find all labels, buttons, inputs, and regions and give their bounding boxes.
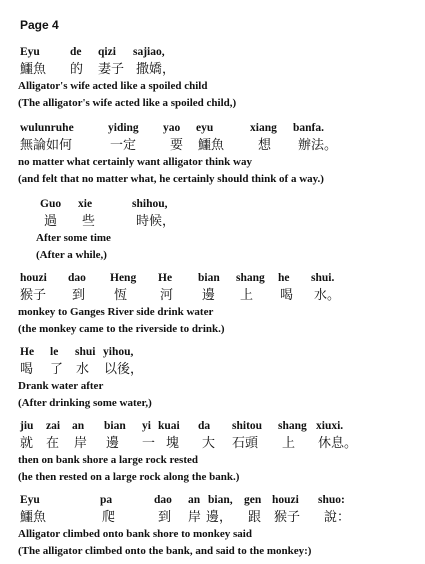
pinyin-line [18, 418, 418, 435]
page-number: Page 4 [20, 18, 59, 32]
pinyin-word: wulunruhe [20, 122, 74, 134]
pinyin-word: jiu [20, 420, 34, 432]
hanzi-line [18, 509, 418, 526]
hanzi-word: 一定 [110, 138, 137, 153]
hanzi-word: 要 [170, 138, 184, 153]
hanzi-word: 說： [324, 510, 351, 525]
pinyin-word: yi [142, 420, 151, 432]
pinyin-word: shui. [311, 272, 335, 284]
pinyin-word: Eyu [20, 494, 40, 506]
pinyin-word: an [72, 420, 85, 432]
hanzi-word: 塊 [166, 436, 180, 451]
hanzi-word: 鱷魚 [20, 62, 47, 77]
hanzi-word: 過 [44, 214, 58, 229]
pinyin-word: yiding [108, 122, 139, 134]
pinyin-word: shuo: [318, 494, 345, 506]
hanzi-line [18, 61, 418, 78]
pinyin-line [18, 492, 418, 509]
pinyin-word: kuai [158, 420, 180, 432]
pinyin-word: yihou, [103, 346, 134, 358]
sentence-block [18, 120, 418, 188]
pinyin-word: Guo [40, 198, 62, 210]
hanzi-word: 邊 [106, 436, 120, 451]
hanzi-word: 些 [82, 214, 96, 229]
hanzi-word: 上 [282, 436, 296, 451]
hanzi-word: 鱷魚 [198, 138, 225, 153]
pinyin-word: shui [75, 346, 96, 358]
pinyin-word: dao [154, 494, 172, 506]
pinyin-word: gen [244, 494, 262, 506]
sentence-block [18, 492, 418, 560]
hanzi-word: 了 [50, 362, 64, 377]
hanzi-word: 上 [240, 288, 254, 303]
hanzi-word: 鱷魚 [20, 510, 47, 525]
pinyin-line [18, 44, 418, 61]
pinyin-word: xie [78, 198, 93, 210]
hanzi-word: 就 [20, 436, 34, 451]
hanzi-word: 邊 [202, 288, 216, 303]
gloss-line: no matter what certainly want alligator think way [18, 156, 252, 168]
hanzi-word: 跟 [248, 510, 262, 525]
pinyin-word: houzi [272, 494, 299, 506]
hanzi-line [18, 361, 418, 378]
hanzi-word: 時候， [136, 214, 176, 229]
gloss-line: After some time [36, 232, 111, 244]
hanzi-word: 休息。 [318, 436, 358, 451]
pinyin-word: houzi [20, 272, 47, 284]
pinyin-word: dao [68, 272, 86, 284]
hanzi-word: 河 [160, 288, 174, 303]
translation-line: (he then rested on a large rock along the bank.) [18, 471, 240, 483]
gloss-line: then on bank shore a large rock rested [18, 454, 198, 466]
sentence-block [18, 44, 418, 112]
pinyin-word: da [198, 420, 211, 432]
pinyin-word: bian [198, 272, 220, 284]
pinyin-word: banfa. [293, 122, 324, 134]
hanzi-word: 岸 [188, 510, 202, 525]
pinyin-word: shitou [232, 420, 263, 432]
pinyin-word: Heng [110, 272, 137, 284]
hanzi-word: 恆 [114, 288, 128, 303]
hanzi-word: 猴子 [20, 288, 47, 303]
pinyin-word: sajiao, [133, 46, 165, 58]
hanzi-line [18, 435, 418, 452]
pinyin-word: bian [104, 420, 126, 432]
hanzi-word: 一 [142, 436, 156, 451]
hanzi-line [18, 137, 418, 154]
pinyin-word: pa [100, 494, 113, 506]
hanzi-word: 猴子 [274, 510, 301, 525]
pinyin-word: an [188, 494, 201, 506]
hanzi-word: 到 [72, 288, 86, 303]
hanzi-word: 的 [70, 62, 84, 77]
hanzi-word: 爬 [102, 510, 116, 525]
translation-line: (the monkey came to the riverside to drink.) [18, 323, 225, 335]
pinyin-word: eyu [196, 122, 214, 134]
hanzi-word: 喝 [280, 288, 294, 303]
hanzi-word: 無論如何 [20, 138, 73, 153]
hanzi-word: 到 [158, 510, 172, 525]
hanzi-line [18, 287, 418, 304]
pinyin-word: shang [236, 272, 265, 284]
pinyin-word: xiang [250, 122, 277, 134]
gloss-line: monkey to Ganges River side drink water [18, 306, 214, 318]
pinyin-word: shihou, [132, 198, 168, 210]
sentence-block [18, 344, 418, 412]
pinyin-word: de [70, 46, 82, 58]
hanzi-word: 水。 [314, 288, 341, 303]
hanzi-word: 在 [46, 436, 60, 451]
gloss-line: Drank water after [18, 380, 104, 392]
pinyin-line [18, 344, 418, 361]
pinyin-word: le [50, 346, 59, 358]
pinyin-word: He [20, 346, 35, 358]
pinyin-word: He [158, 272, 173, 284]
translation-line: (The alligator's wife acted like a spoiled child,) [18, 97, 237, 109]
hanzi-word: 妻子 [98, 62, 125, 77]
sentence-block [36, 196, 396, 264]
pinyin-word: shang [278, 420, 307, 432]
pinyin-line [18, 270, 418, 287]
hanzi-word: 想 [258, 138, 272, 153]
hanzi-word: 邊， [206, 510, 233, 525]
hanzi-word: 以後， [104, 362, 144, 377]
pinyin-word: yao [163, 122, 181, 134]
hanzi-word: 岸 [74, 436, 88, 451]
pinyin-line [18, 120, 418, 137]
pinyin-word: zai [46, 420, 61, 432]
translation-line: (After drinking some water,) [18, 397, 152, 409]
pinyin-word: he [278, 272, 290, 284]
sentence-block [18, 270, 418, 338]
translation-line: (The alligator climbed onto the bank, and said to the monkey:) [18, 545, 312, 557]
gloss-line: Alligator's wife acted like a spoiled child [18, 80, 208, 92]
hanzi-word: 大 [202, 436, 216, 451]
hanzi-line [36, 213, 396, 230]
translation-line: (After a while,) [36, 249, 107, 261]
gloss-line: Alligator climbed onto bank shore to monkey said [18, 528, 252, 540]
pinyin-word: bian, [208, 494, 233, 506]
pinyin-word: Eyu [20, 46, 40, 58]
hanzi-word: 喝 [20, 362, 34, 377]
hanzi-word: 辦法。 [298, 138, 338, 153]
pinyin-line [36, 196, 396, 213]
hanzi-word: 撒嬌， [136, 62, 176, 77]
translation-line: (and felt that no matter what, he certainly should think of a way.) [18, 173, 324, 185]
sentence-block [18, 418, 418, 486]
hanzi-word: 水 [76, 362, 90, 377]
pinyin-word: qizi [98, 46, 116, 58]
hanzi-word: 石頭 [232, 436, 259, 451]
pinyin-word: xiuxi. [316, 420, 344, 432]
